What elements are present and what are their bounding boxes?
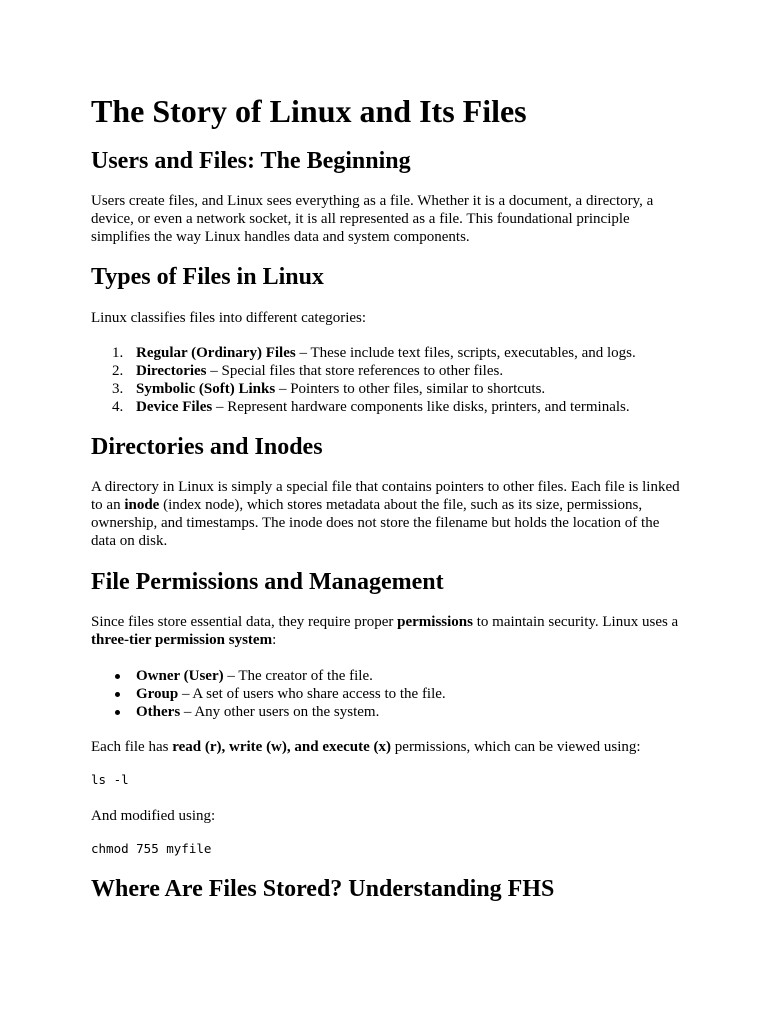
text-run: Each file has bbox=[91, 739, 173, 755]
bullet-icon bbox=[115, 692, 120, 697]
file-types-list bbox=[91, 344, 691, 416]
list-term: Others bbox=[136, 704, 181, 720]
list-item bbox=[91, 398, 691, 416]
list-desc: – A set of users who share access to the file. bbox=[178, 686, 446, 702]
list-number: 1. bbox=[112, 345, 124, 361]
list-number: 3. bbox=[112, 381, 124, 397]
code-block-chmod: chmod 755 myfile bbox=[91, 841, 212, 856]
paragraph-modified-using: And modified using: bbox=[91, 808, 216, 824]
list-desc: – These include text files, scripts, executables, and logs. bbox=[295, 345, 636, 361]
heading-where-files-stored: Where Are Files Stored? Understanding FHS bbox=[91, 876, 555, 902]
bold-term-rwx: read (r), write (w), and execute (x) bbox=[172, 739, 392, 755]
list-item bbox=[91, 685, 691, 703]
list-term: Symbolic (Soft) Links bbox=[136, 381, 276, 397]
list-desc: – The creator of the file. bbox=[223, 668, 373, 684]
list-item bbox=[91, 344, 691, 362]
list-term: Owner (User) bbox=[136, 668, 224, 684]
paragraph-types-intro: Linux classifies files into different categories: bbox=[91, 310, 367, 326]
bold-term-permissions: permissions bbox=[397, 614, 473, 630]
text-run: A directory in Linux is simply a special file that contains pointers to other files. Each file is linked to an bbox=[91, 479, 680, 513]
bold-term-inode: inode bbox=[124, 497, 160, 513]
list-desc: – Special files that store references to other files. bbox=[206, 363, 504, 379]
heading-users-and-files: Users and Files: The Beginning bbox=[91, 148, 411, 174]
permission-tiers-list bbox=[91, 667, 691, 721]
list-term: Directories bbox=[136, 363, 207, 379]
list-term: Group bbox=[136, 686, 179, 702]
heading-directories-and-inodes: Directories and Inodes bbox=[91, 434, 323, 460]
list-number: 2. bbox=[112, 363, 124, 379]
code-block-ls: ls -l bbox=[91, 772, 129, 787]
list-item bbox=[91, 703, 691, 721]
text-run: permissions, which can be viewed using: bbox=[391, 739, 641, 755]
text-run: (index node), which stores metadata about the file, such as its size, permissions, ownership, and timestamps. The inode does not store the filename but holds the location of the data on disk. bbox=[91, 497, 660, 549]
paragraph-users-and-files: Users create files, and Linux sees everything as a file. Whether it is a document, a directory, a device, or even a network socket, it is all represented as a file. This foundational principle simplifies the way Linux handles data and system components. bbox=[91, 193, 654, 245]
list-number: 4. bbox=[112, 399, 124, 415]
text-run: Since files store essential data, they require proper bbox=[91, 614, 398, 630]
bold-term-three-tier: three-tier permission system bbox=[91, 632, 273, 648]
heading-file-permissions: File Permissions and Management bbox=[91, 569, 444, 595]
list-term: Device Files bbox=[136, 399, 213, 415]
list-item bbox=[91, 667, 691, 685]
text-run: to maintain security. Linux uses a bbox=[472, 614, 679, 630]
list-desc: – Pointers to other files, similar to shortcuts. bbox=[275, 381, 546, 397]
document-title: The Story of Linux and Its Files bbox=[91, 93, 527, 129]
list-term: Regular (Ordinary) Files bbox=[136, 345, 296, 361]
list-item bbox=[91, 362, 691, 380]
list-desc: – Represent hardware components like disks, printers, and terminals. bbox=[212, 399, 630, 415]
list-desc: – Any other users on the system. bbox=[180, 704, 380, 720]
bullet-icon bbox=[115, 674, 120, 679]
paragraph-rwx bbox=[91, 738, 681, 756]
paragraph-permissions-intro bbox=[91, 613, 681, 649]
bullet-icon bbox=[115, 710, 120, 715]
list-item bbox=[91, 380, 691, 398]
text-run: : bbox=[272, 632, 277, 648]
paragraph-directories-inodes bbox=[91, 478, 681, 550]
heading-types-of-files: Types of Files in Linux bbox=[91, 264, 324, 290]
